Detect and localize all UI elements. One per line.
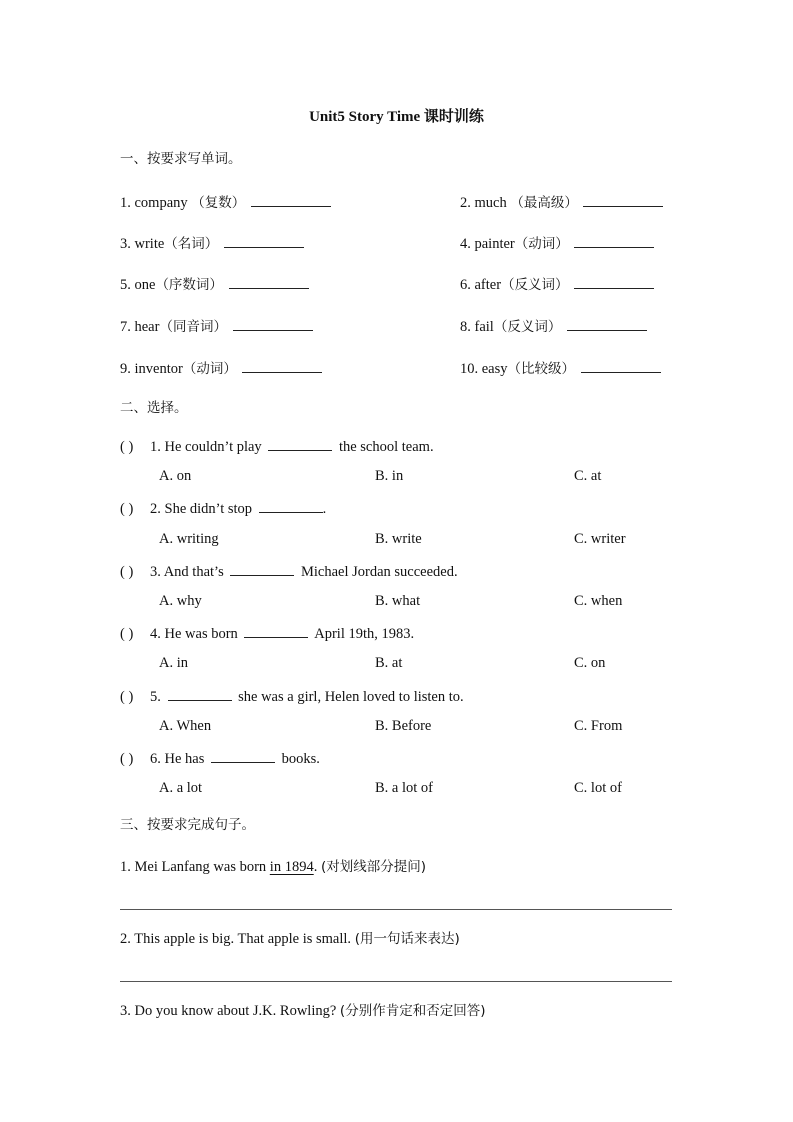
item-hint: （最高级）	[510, 195, 578, 211]
item-word: inventor	[134, 361, 183, 377]
item-hint: （动词）	[514, 236, 569, 252]
item-number: 3.	[120, 1003, 131, 1019]
word-item-2	[460, 192, 663, 212]
answer-blank[interactable]	[583, 192, 663, 207]
question-text-after: the school team.	[338, 439, 434, 455]
item-word: painter	[474, 236, 515, 252]
question-blank	[230, 561, 294, 576]
answer-blank[interactable]	[574, 274, 654, 289]
task-instruction: (用一句话来表达)	[354, 931, 460, 947]
item-number: 1.	[120, 859, 131, 875]
item-word: much	[474, 195, 507, 211]
question-blank	[244, 623, 308, 638]
item-number: 6.	[460, 277, 471, 293]
question-text-after: .	[322, 501, 327, 517]
section3-heading: 三、按要求完成句子。	[120, 817, 255, 833]
item-hint: （比较级）	[507, 361, 576, 377]
question-number: 1.	[150, 439, 161, 455]
item-hint: （动词）	[182, 361, 237, 377]
option-b[interactable]: B. what	[375, 593, 421, 609]
choice-question-2	[120, 498, 326, 518]
question-text-before: And that’s	[163, 564, 224, 580]
item-word: one	[134, 277, 156, 293]
item-number: 3.	[120, 236, 131, 252]
item-word: easy	[481, 361, 508, 377]
choice-question-5	[120, 686, 464, 706]
answer-blank[interactable]	[581, 358, 661, 373]
answer-line-2[interactable]	[120, 981, 672, 982]
item-word: write	[134, 236, 165, 252]
option-b[interactable]: B. Before	[375, 718, 432, 734]
task-instruction: (分别作肯定和否定回答)	[339, 1003, 486, 1019]
word-item-7	[120, 316, 313, 336]
answer-blank[interactable]	[567, 316, 647, 331]
option-c[interactable]: C. writer	[574, 531, 626, 547]
item-number: 10.	[460, 361, 479, 377]
task-instruction: (对划线部分提问)	[320, 859, 426, 875]
choice-question-6	[120, 748, 320, 768]
word-item-1	[120, 192, 331, 212]
item-number: 8.	[460, 319, 471, 335]
question-number: 4.	[150, 626, 161, 642]
answer-bracket[interactable]: ( )	[120, 751, 134, 767]
option-a[interactable]: A. why	[159, 593, 202, 609]
answer-blank[interactable]	[574, 233, 654, 248]
item-word: fail	[474, 319, 494, 335]
item-hint: （反义词）	[501, 277, 569, 293]
question-number: 3.	[150, 564, 161, 580]
option-b[interactable]: B. in	[375, 468, 404, 484]
item-word: after	[474, 277, 502, 293]
item-number: 4.	[460, 236, 471, 252]
sentence-text: Mei Lanfang was born	[134, 859, 270, 875]
word-item-8	[460, 316, 647, 336]
answer-bracket[interactable]: ( )	[120, 501, 134, 517]
item-number: 2.	[460, 195, 471, 211]
sentence-text: This apple is big. That apple is small.	[134, 931, 355, 947]
item-word: company	[134, 195, 188, 211]
item-number: 5.	[120, 277, 131, 293]
answer-bracket[interactable]: ( )	[120, 689, 134, 705]
item-number: 9.	[120, 361, 131, 377]
underlined-phrase: in 1894	[269, 859, 314, 875]
option-c[interactable]: C. at	[574, 468, 602, 484]
item-hint: （序数词）	[155, 277, 223, 293]
page-title: Unit5 Story Time 课时训练	[309, 109, 484, 125]
option-a[interactable]: A. writing	[159, 531, 219, 547]
answer-line-1[interactable]	[120, 909, 672, 910]
question-number: 6.	[150, 751, 161, 767]
sentence-task-2	[120, 930, 460, 948]
item-word: hear	[134, 319, 160, 335]
choice-question-4	[120, 623, 414, 643]
answer-bracket[interactable]: ( )	[120, 626, 134, 642]
choice-question-1	[120, 436, 434, 456]
question-blank	[211, 748, 275, 763]
answer-blank[interactable]	[242, 358, 322, 373]
option-b[interactable]: B. write	[375, 531, 422, 547]
question-text-before: He couldn’t play	[164, 439, 262, 455]
item-number: 7.	[120, 319, 131, 335]
answer-blank[interactable]	[233, 316, 313, 331]
question-text-after: April 19th, 1983.	[314, 626, 415, 642]
section2-heading: 二、选择。	[120, 400, 188, 416]
item-hint: （同音词）	[159, 319, 227, 335]
word-item-9	[120, 358, 322, 378]
section1-heading: 一、按要求写单词。	[120, 151, 242, 167]
item-number: 1.	[120, 195, 131, 211]
option-a[interactable]: A. on	[159, 468, 192, 484]
word-item-10	[460, 358, 661, 378]
item-hint: （反义词）	[493, 319, 562, 335]
option-a[interactable]: A. in	[159, 655, 188, 671]
option-c[interactable]: C. From	[574, 718, 623, 734]
question-blank	[168, 686, 232, 701]
option-b[interactable]: B. a lot of	[375, 780, 433, 796]
answer-blank[interactable]	[251, 192, 331, 207]
sentence-task-3	[120, 1002, 485, 1020]
option-a[interactable]: A. a lot	[159, 780, 203, 796]
question-blank	[259, 498, 323, 513]
question-text-after: she was a girl, Helen loved to listen to.	[238, 689, 464, 705]
answer-blank[interactable]	[224, 233, 304, 248]
item-hint: （名词）	[164, 236, 219, 252]
item-number: 2.	[120, 931, 131, 947]
sentence-task-1	[120, 858, 426, 876]
question-blank	[268, 436, 332, 451]
option-a[interactable]: A. When	[159, 718, 212, 734]
question-text-after: Michael Jordan succeeded.	[300, 564, 458, 580]
answer-bracket[interactable]: ( )	[120, 564, 134, 580]
question-number: 2.	[150, 501, 161, 517]
answer-bracket[interactable]: ( )	[120, 439, 134, 455]
option-c[interactable]: C. lot of	[574, 780, 622, 796]
question-text-before: He was born	[164, 626, 238, 642]
question-number: 5.	[150, 689, 161, 705]
item-hint: （复数）	[191, 195, 246, 211]
word-item-3	[120, 233, 304, 253]
option-b[interactable]: B. at	[375, 655, 403, 671]
word-item-6	[460, 274, 654, 294]
question-text-before: She didn’t stop	[164, 501, 253, 517]
choice-question-3	[120, 561, 458, 581]
option-c[interactable]: C. on	[574, 655, 606, 671]
question-text-after: books.	[281, 751, 320, 767]
sentence-punct: .	[313, 859, 321, 875]
word-item-4	[460, 233, 654, 253]
option-c[interactable]: C. when	[574, 593, 623, 609]
question-text-before: He has	[164, 751, 205, 767]
answer-blank[interactable]	[229, 274, 309, 289]
word-item-5	[120, 274, 309, 294]
sentence-text: Do you know about J.K. Rowling?	[134, 1003, 340, 1019]
